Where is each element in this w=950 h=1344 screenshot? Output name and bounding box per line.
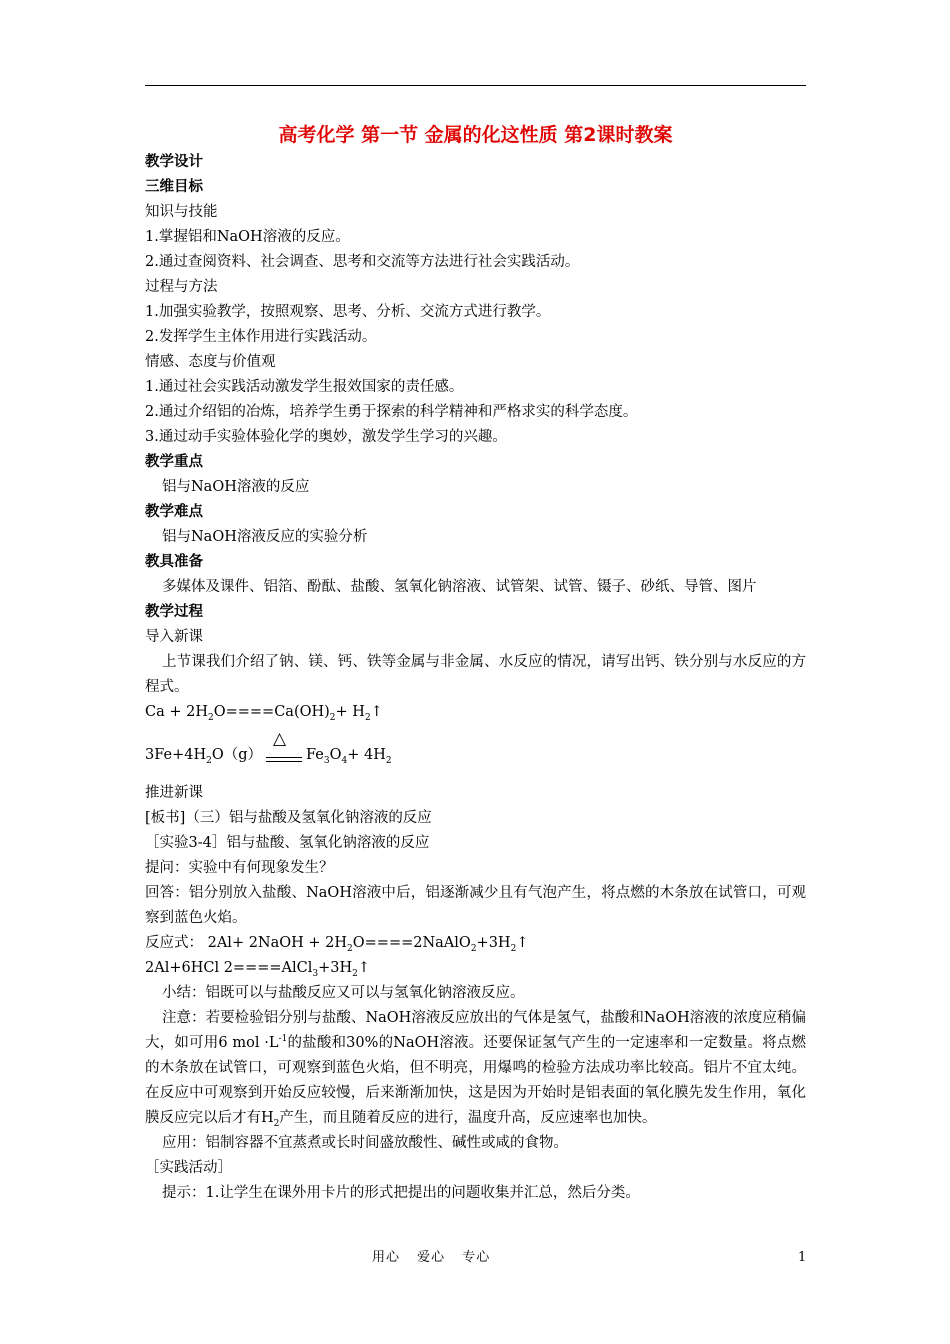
equation-calcium: $Ca + 2H_2O====Ca(OH)_2+$ $H_2↑$ — [145, 704, 383, 723]
emotion-item-3: 3.通过动手实验体验化学的奥妙，激发学生学习的兴趣。 — [145, 429, 507, 445]
subheading-knowledge: 知识与技能 — [145, 204, 218, 220]
application-text: 应用：铝制容器不宜蒸煮或长时间盛放酸性、碱性或咸的食物。 — [162, 1135, 568, 1151]
equation-iron: $3Fe+4H_2O(g)$ △ $Fe_3O_4+ 4H_2$ — [145, 729, 806, 771]
experiment-label: ［实验3-4］铝与盐酸、氢氧化钠溶液的反应 — [145, 835, 430, 851]
advance-label: 推进新课 — [145, 785, 203, 801]
knowledge-item-2: 2.通过查阅资料、社会调查、思考和交流等方法进行社会实践活动。 — [145, 254, 580, 270]
heat-triangle-icon: △ — [273, 729, 287, 749]
heading-teaching-design: 教学设计 — [145, 154, 203, 170]
summary-text: 小结：铝既可以与盐酸反应又可以与氢氧化钠溶液反应。 — [162, 985, 525, 1001]
note-paragraph: 注意：若要检验铝分别与盐酸、NaOH溶液反应放出的气体是氢气，盐酸和NaOH溶液的浓度应稍偏大，如可用6 mol $\cdot L^{-1}$的盐酸和30%的NaOH溶液。还要保证氢气产生的一定速率和一定数量。将点燃的木条放在试管口，可观察到蓝色火焰，但不明亮，用爆鸣的检验方法成功率比较高。铝片不宜太纯。在反应中可观察到开始反应较慢，后来渐渐加快，这是因为开始时是铝表面的氧化膜先发生作用，氧化膜反应完以后才有$H_2$产生，而且随着反应的进行，温度升高，反应速率也加快。 — [145, 1010, 806, 1129]
double-line — [266, 757, 302, 762]
board-text: [板书]（三）铝与盐酸及氢氧化钠溶液的反应 — [145, 810, 432, 826]
page-number: 1 — [798, 1250, 807, 1265]
heading-key-point: 教学重点 — [145, 454, 203, 470]
document-title: 高考化学 第一节 金属的化这性质 第2课时教案 — [278, 124, 673, 146]
difficulty-text: 铝与NaOH溶液反应的实验分析 — [162, 529, 368, 545]
subheading-process: 过程与方法 — [145, 279, 218, 295]
heading-tools: 教具准备 — [145, 554, 203, 570]
knowledge-item-1: 1.掌握铝和NaOH溶液的反应。 — [145, 229, 350, 245]
key-point-text: 铝与NaOH溶液的反应 — [162, 479, 310, 495]
practice-label: ［实践活动］ — [145, 1160, 232, 1176]
heading-teaching-process: 教学过程 — [145, 604, 203, 620]
emotion-item-2: 2.通过介绍铝的冶炼，培养学生勇于探索的科学精神和严格求实的科学态度。 — [145, 404, 638, 420]
heading-difficulty: 教学难点 — [145, 504, 203, 520]
heating-condition — [262, 729, 306, 768]
hint-text: 提示：1.让学生在课外用卡片的形式把提出的问题收集并汇总，然后分类。 — [162, 1185, 640, 1201]
answer-text: 回答：铝分别放入盐酸、NaOH溶液中后，铝逐渐减少且有气泡产生，将点燃的木条放在试管口，可观察到蓝色火焰。 — [145, 885, 806, 926]
subheading-emotion: 情感、态度与价值观 — [145, 354, 276, 370]
tools-text: 多媒体及课件、铝箔、酚酞、盐酸、氢氧化钠溶液、试管架、试管、镊子、砂纸、导管、图片 — [162, 579, 757, 595]
footer-motto: 用心 爱心 专心 — [372, 1250, 491, 1265]
heading-three-goals: 三维目标 — [145, 179, 203, 195]
equation-hcl: 2Al+6HCl $2====AlCl_3+3H_2↑$ — [145, 960, 371, 979]
document-body — [145, 150, 806, 1206]
equation-naoh: 反应式： 2Al+ 2NaOH + $2H_2O====2NaAlO_2+3H_2↑$ — [145, 935, 529, 954]
process-item-1: 1.加强实验教学，按照观察、思考、分析、交流方式进行教学。 — [145, 304, 551, 320]
emotion-item-1: 1.通过社会实践活动激发学生报效国家的责任感。 — [145, 379, 464, 395]
question-text: 提问：实验中有何现象发生？ — [145, 860, 334, 876]
intro-paragraph: 上节课我们介绍了钠、镁、钙、铁等金属与非金属、水反应的情况，请写出钙、铁分别与水反应的方程式。 — [145, 654, 806, 695]
intro-label: 导入新课 — [145, 629, 203, 645]
header-rule — [145, 85, 806, 86]
process-item-2: 2.发挥学生主体作用进行实践活动。 — [145, 329, 377, 345]
